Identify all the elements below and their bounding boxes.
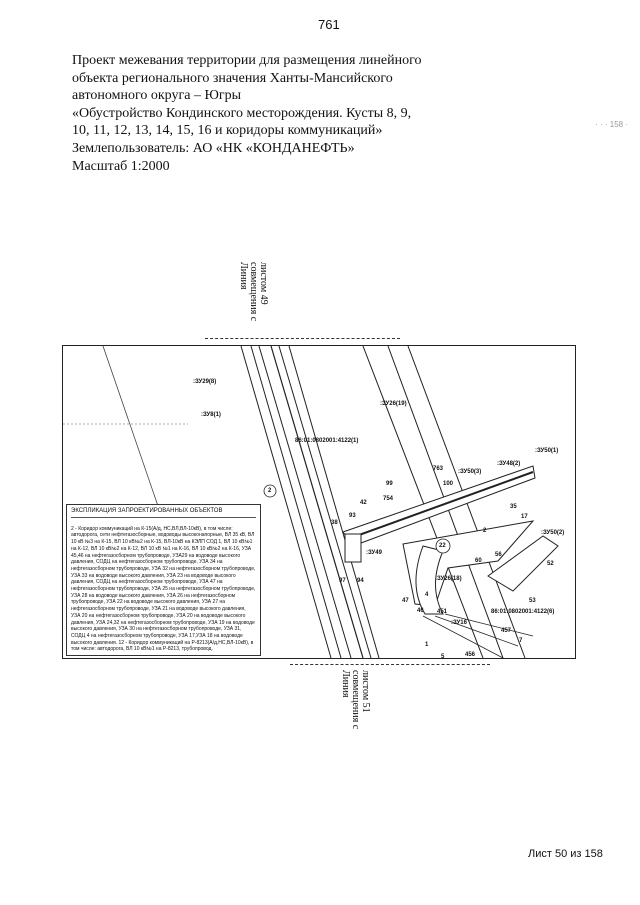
point-label: 456: [465, 652, 476, 658]
point-label: 754: [383, 496, 394, 502]
match-line-top: Линия совмещения с листом 49: [238, 262, 269, 322]
point-label: 56: [495, 552, 502, 558]
point-label: 4: [425, 592, 429, 598]
parcel-label: :ЗУ16: [451, 620, 467, 626]
header-line: Землепользователь: АО «НК «КОНДАНЕФТЬ»: [72, 140, 355, 156]
point-label: 763: [433, 466, 444, 472]
point-label: 1: [425, 642, 429, 648]
header-line: автономного округа – Югры: [72, 88, 241, 104]
point-label: 99: [386, 481, 393, 487]
point-label: 46: [417, 608, 424, 614]
point-label: 451: [437, 609, 448, 615]
header-line: 10, 11, 12, 13, 14, 15, 16 и коридоры коммуникаций»: [72, 123, 383, 139]
point-label: 42: [360, 500, 367, 506]
point-label: 457: [501, 628, 512, 634]
parcel-label: :ЗУ26(19): [380, 401, 407, 407]
point-label: 94: [357, 578, 364, 584]
header-line: Проект межевания территории для размещения линейного: [72, 53, 422, 68]
parcel-label: :ЗУ26(18): [435, 576, 462, 582]
cadastral-number: 86:01:0802001:4122(6): [491, 609, 555, 615]
point-label: 53: [529, 598, 536, 604]
header-line: Масштаб 1:2000: [72, 158, 170, 174]
point-label: 93: [349, 513, 356, 519]
parcel-label: :ЗУ50(3): [458, 469, 482, 475]
point-label: 7: [519, 638, 523, 644]
point-label: 38: [331, 520, 338, 526]
match-line-bottom: Линия совмещения с листом 51: [340, 670, 371, 730]
point-label: 35: [510, 504, 517, 510]
corridor-number: 2: [268, 488, 272, 494]
point-label: 52: [547, 561, 554, 567]
legend-title: ЭКСПЛИКАЦИЯ ЗАПРОЕКТИРОВАННЫХ ОБЪЕКТОВ: [71, 508, 256, 518]
header-line: «Обустройство Кондинского месторождения. Кусты 8, 9,: [72, 105, 412, 121]
legend-box: [66, 504, 261, 656]
parcel-label: :ЗУ50(1): [535, 448, 559, 454]
point-label: 100: [443, 481, 454, 487]
point-label: 60: [475, 558, 482, 564]
corridor-number: 22: [439, 543, 446, 549]
legend-text: 2 - Коридор коммуникаций на К-15(А/д, НС,ВЛ,ВЛ-10кВ), в том числе: автодорога, сети нефтегазосборные, водоводы высоконапорные, ВЛ 35 кВ, ВЛ 10 кВ №3 на К-15, ВЛ 10 кВ№2 на К-15, ВЛ-10кВ на КЭЛП СОД 1, ВЛ 10 кВ№1 на К-12, ВЛ 10 кВ№2 на К-12, ВЛ 10 кВ №1 на К-16, ВЛ 10 кВ№2 на К-16, УЗА 45,46 на нефтегазосборном трубопроводе, УЗА29 на водоводе высокого давления, СОДЦ на нефтегазосборном трубопроводе, УЗА 34 на нефтегазосборном трубопроводе, УЗА 32 на нефтегазосборном трубопроводе, УЗА 33 на водоводе высокого давления, УЗА 23 на водоводе высокого давления, СОДЦ на нефтегазосборном трубопроводе, УЗА 47 на нефтегазосборном трубопроводе, УЗА 25 на нефтегазосборном трубопроводе, УЗА 28 на водоводе высокого давления, УЗА 26 на нефтегазосборном трубопроводе, УЗА 22 на водоводе высокого давления, УЗА 27 на нефтегазосборном трубопроводе, УЗА 21 на водоводе высокого давления, УЗА 20 на нефтегазосборном трубопроводе, УЗА 20 на водоводе высокого давления, УЗА 24,32 на нефтегазосборном трубопроводе, УЗА 19 на водоводе высокого давления, УЗА 30 на нефтегазосборном трубопроводе, УЗА 31, СОДЦ 4 на нефтегазосборном трубопроводе, УЗА 17,УЗА 18 на водоводе высокого давления. 12 - Коридор коммуникаций на Р-8213(А/д,НС,ВЛ-10кВ), в том числе: автодорога, ВЛ 10 кВ№1 на Р-8213, трубопровод.: [71, 525, 256, 653]
match-line-bottom-rule: [290, 664, 490, 665]
parcel-label: :ЗУ8(1): [201, 412, 221, 418]
header-line: объекта регионального значения Ханты-Мансийского: [72, 70, 393, 86]
parcel-label: :ЗУ49: [366, 550, 382, 556]
point-label: 47: [402, 598, 409, 604]
cadastral-plan: [62, 345, 576, 659]
cadastral-number: 86:01:0802001:4122(1): [295, 438, 359, 444]
point-label: 17: [521, 514, 528, 520]
page-number: 761: [318, 17, 340, 32]
scan-mark: · · · 158 ·: [595, 120, 628, 129]
match-line-top-rule: [205, 338, 400, 339]
parcel-label: :ЗУ48(2): [497, 461, 521, 467]
parcel-label: :ЗУ50(2): [541, 530, 565, 536]
point-label: 97: [339, 578, 346, 584]
document-header: [72, 52, 422, 175]
sheet-number: Лист 50 из 158: [528, 848, 603, 860]
point-label: 2: [483, 528, 487, 534]
point-label: 5: [441, 654, 445, 659]
parcel-label: :ЗУ29(8): [193, 379, 217, 385]
